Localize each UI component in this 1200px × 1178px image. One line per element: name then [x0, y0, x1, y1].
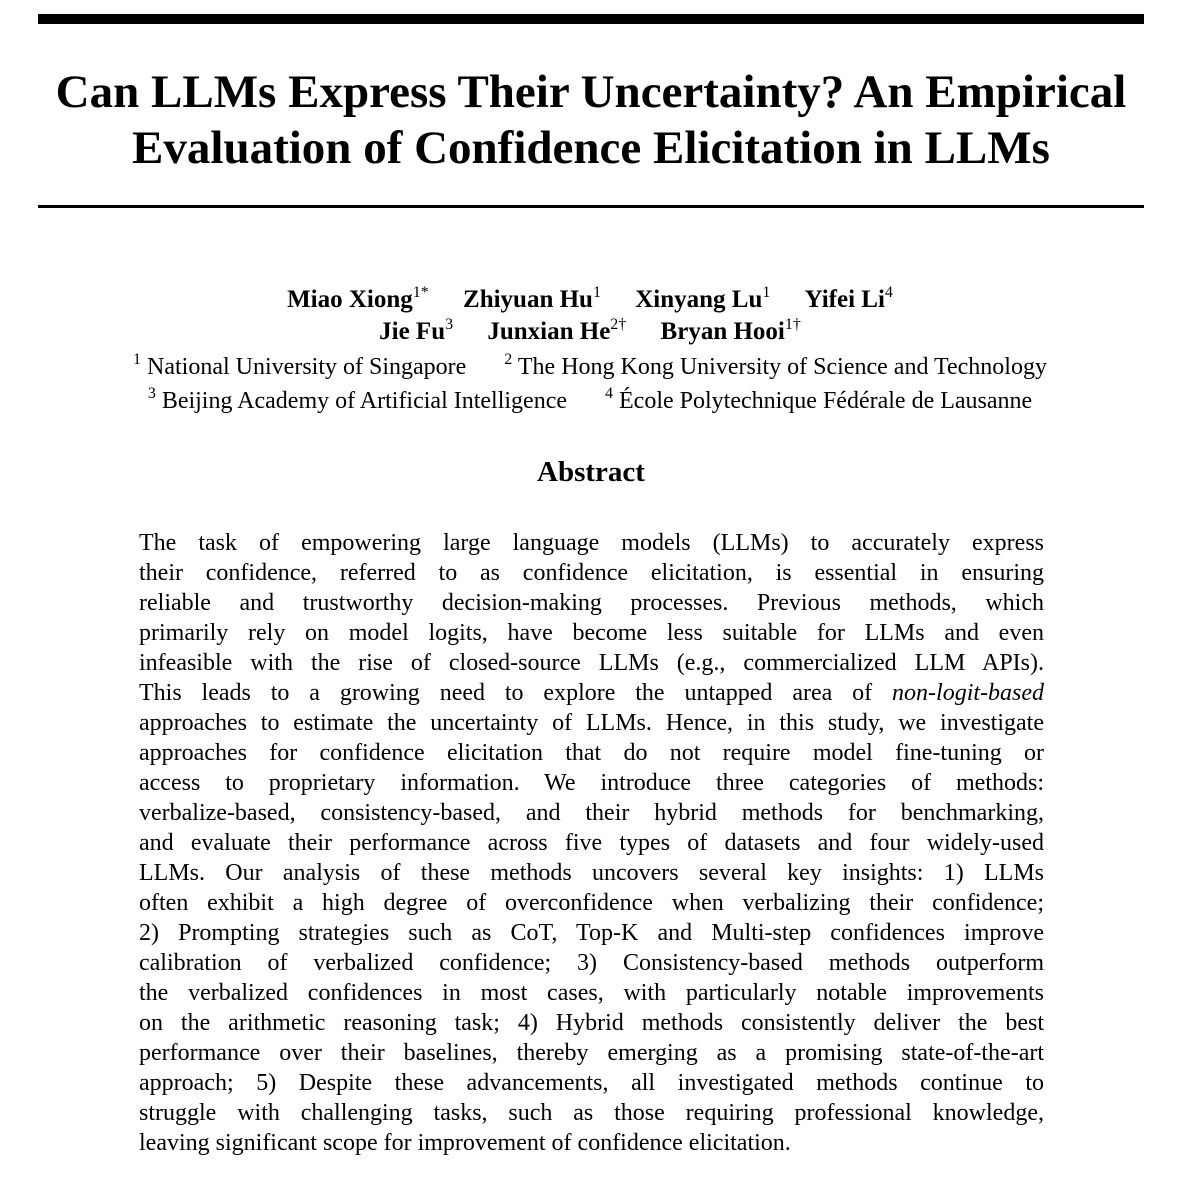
author: Zhiyuan Hu$^1$: [463, 284, 601, 313]
author-row-2: [0, 316, 1180, 348]
abstract-line: approaches to estimate the uncertainty of LLMs. Hence, in this study, we investigate: [139, 710, 1044, 736]
affiliation-row-1: [0, 350, 1180, 384]
title-line-1: Can LLMs Express Their Uncertainty? An Empirical: [55, 66, 1127, 118]
top-rule: [38, 14, 1144, 24]
abstract-line: calibration of verbalized confidence; 3) Consistency-based methods outperform: [139, 950, 1044, 976]
abstract-line: often exhibit a high degree of overconfidence when verbalizing their confidence;: [139, 890, 1044, 916]
abstract-line: primarily rely on model logits, have become less suitable for LLMs and even: [139, 620, 1044, 646]
abstract-line: reliable and trustworthy decision-making processes. Previous methods, which: [139, 590, 1044, 616]
abstract-line: their confidence, referred to as confidence elicitation, is essential in ensuring: [139, 560, 1044, 586]
abstract-line: and evaluate their performance across five types of datasets and four widely-used: [139, 830, 1044, 856]
affiliation-row-2: [0, 384, 1180, 418]
abstract-body: [139, 528, 1044, 1158]
affiliation: $^2$ The Hong Kong University of Science and Technology: [504, 351, 1047, 380]
affiliation: $^4$ École Polytechnique Fédérale de Lausanne: [605, 385, 1033, 414]
abstract-line: 2) Prompting strategies such as CoT, Top-K and Multi-step confidences improve: [139, 920, 1044, 946]
abstract-line: The task of empowering large language models (LLMs) to accurately express: [139, 530, 1044, 556]
abstract-line: infeasible with the rise of closed-source LLMs (e.g., commercialized LLM APIs).: [139, 650, 1044, 676]
abstract-line-text: This leads to a growing need to explore the untapped area of: [139, 680, 873, 706]
abstract-line: LLMs. Our analysis of these methods uncovers several key insights: 1) LLMs: [139, 860, 1044, 886]
abstract-line: the verbalized confidences in most cases, with particularly notable improvements: [139, 980, 1044, 1006]
title-bottom-rule: [38, 205, 1144, 208]
abstract-line: struggle with challenging tasks, such as those requiring professional knowledge,: [139, 1100, 1044, 1126]
abstract-line: on the arithmetic reasoning task; 4) Hybrid methods consistently deliver the best: [139, 1010, 1044, 1036]
author: Bryan Hooi$^{1\dagger}$: [660, 316, 801, 345]
emphasis-term: non-logit-based: [892, 680, 1045, 706]
abstract-line: approaches for confidence elicitation that do not require model fine-tuning or: [139, 740, 1044, 766]
paper-title: [20, 64, 1162, 176]
author: Xinyang Lu$^1$: [635, 284, 771, 313]
author: Jie Fu$^3$: [379, 316, 454, 345]
author-row-1: [0, 284, 1180, 316]
abstract-line: approach; 5) Despite these advancements, all investigated methods continue to: [139, 1070, 1044, 1096]
author: Yifei Li$^4$: [804, 284, 893, 313]
author: Miao Xiong$^{1*}$: [287, 284, 429, 313]
author-list: [0, 284, 1180, 348]
affiliation: $^3$ Beijing Academy of Artificial Intelligence: [147, 385, 568, 414]
abstract-heading: Abstract: [537, 456, 645, 488]
author: Junxian $He^{2\dagger}$: [487, 316, 627, 345]
title-line-2: Evaluation of Confidence Elicitation in LLMs: [132, 122, 1050, 174]
abstract-line: leaving significant scope for improvement of confidence elicitation.: [139, 1130, 791, 1156]
abstract-line: verbalize-based, consistency-based, and their hybrid methods for benchmarking,: [139, 800, 1044, 826]
affiliation: $^1$ National University of Singapore: [133, 351, 467, 380]
abstract-line: performance over their baselines, thereby emerging as a promising state-of-the-art: [139, 1040, 1044, 1066]
affiliation-list: [0, 350, 1180, 418]
abstract-line-with-emphasis: [139, 678, 1044, 708]
abstract-line: access to proprietary information. We introduce three categories of methods:: [139, 770, 1044, 796]
